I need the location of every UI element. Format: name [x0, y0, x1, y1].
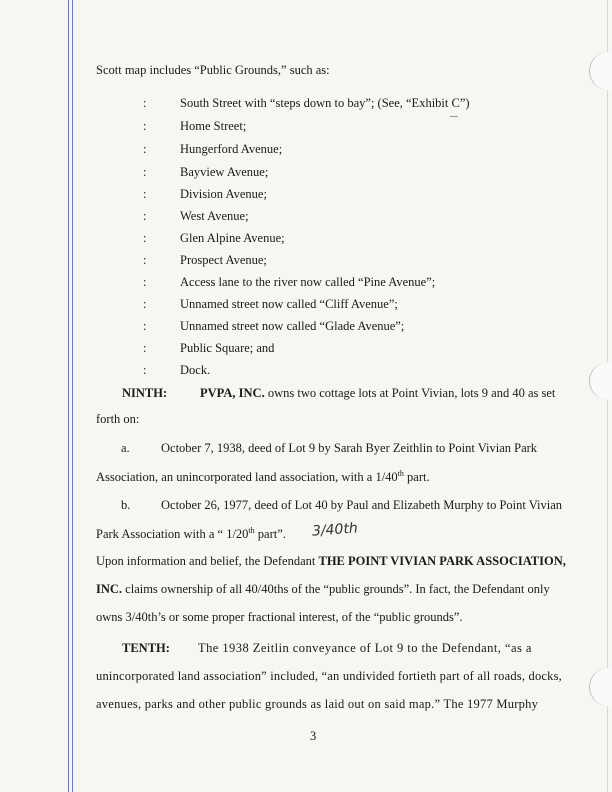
ninth-b-marker: b.	[121, 498, 131, 512]
tenth-heading: TENTH:	[122, 641, 170, 655]
list-colon: :	[143, 96, 147, 110]
list-item: Public Square; and	[180, 341, 275, 355]
list-colon: :	[143, 165, 147, 179]
intro-line: Scott map includes “Public Grounds,” such as:	[96, 63, 330, 77]
margin-line	[72, 0, 73, 792]
list-item: Prospect Avenue;	[180, 253, 267, 267]
ninth-line2: forth on:	[96, 412, 140, 426]
margin-line	[68, 0, 69, 792]
binder-hole	[589, 362, 612, 400]
list-colon: :	[143, 341, 147, 355]
tenth-line2: unincorporated land association” included, “an undivided fortieth part of all roads, docks,	[96, 669, 562, 683]
list-colon: :	[143, 187, 147, 201]
ninth-a-marker: a.	[121, 441, 130, 455]
tenth-line3: avenues, parks and other public grounds as laid out on said map.” The 1977 Murphy	[96, 697, 539, 711]
binder-hole	[589, 52, 612, 90]
list-colon: :	[143, 253, 147, 267]
list-item: West Avenue;	[180, 209, 249, 223]
binder-hole	[589, 668, 612, 706]
list-colon: :	[143, 297, 147, 311]
list-item: Home Street;	[180, 119, 247, 133]
list-colon: :	[143, 142, 147, 156]
tenth-line1: The 1938 Zeitlin conveyance of Lot 9 to the Defendant, “as a	[198, 641, 532, 655]
info-line3: owns 3/40th’s or some proper fractional interest, of the “public grounds”.	[96, 610, 463, 624]
list-item: Unnamed street now called “Glade Avenue”;	[180, 319, 405, 333]
list-colon: :	[143, 319, 147, 333]
handwritten-annotation: 3/40th	[311, 520, 359, 540]
list-colon: :	[143, 275, 147, 289]
info-line1: Upon information and belief, the Defendant THE POINT VIVIAN PARK ASSOCIATION,	[96, 554, 566, 568]
list-item: Unnamed street now called “Cliff Avenue”;	[180, 297, 398, 311]
ninth-b-line1: October 26, 1977, deed of Lot 40 by Paul and Elizabeth Murphy to Point Vivian	[161, 498, 563, 512]
list-colon: :	[143, 209, 147, 223]
ninth-b-line2: Park Association with a “ 1/20th part”.	[96, 526, 286, 542]
stray-mark	[450, 116, 458, 117]
list-colon: :	[143, 363, 147, 377]
ninth-a-line1: October 7, 1938, deed of Lot 9 by Sarah Byer Zeithlin to Point Vivian Park	[161, 441, 538, 455]
list-item: Bayview Avenue;	[180, 165, 269, 179]
list-item: South Street with “steps down to bay”; (See, “Exhibit C”)	[180, 96, 470, 110]
list-item: Division Avenue;	[180, 187, 267, 201]
list-item: Dock.	[180, 363, 211, 377]
info-line2: INC. claims ownership of all 40/40ths of the “public grounds”. In fact, the Defendant only	[96, 582, 550, 596]
list-item: Hungerford Avenue;	[180, 142, 283, 156]
list-colon: :	[143, 119, 147, 133]
ninth-line1: PVPA, INC. owns two cottage lots at Point Vivian, lots 9 and 40 as set	[200, 386, 556, 400]
ninth-a-line2: Association, an unincorporated land association, with a 1/40th part.	[96, 469, 430, 485]
list-colon: :	[143, 231, 147, 245]
page-number: 3	[310, 729, 317, 743]
list-item: Glen Alpine Avenue;	[180, 231, 285, 245]
ninth-heading: NINTH:	[122, 386, 168, 400]
list-item: Access lane to the river now called “Pine Avenue”;	[180, 275, 436, 289]
